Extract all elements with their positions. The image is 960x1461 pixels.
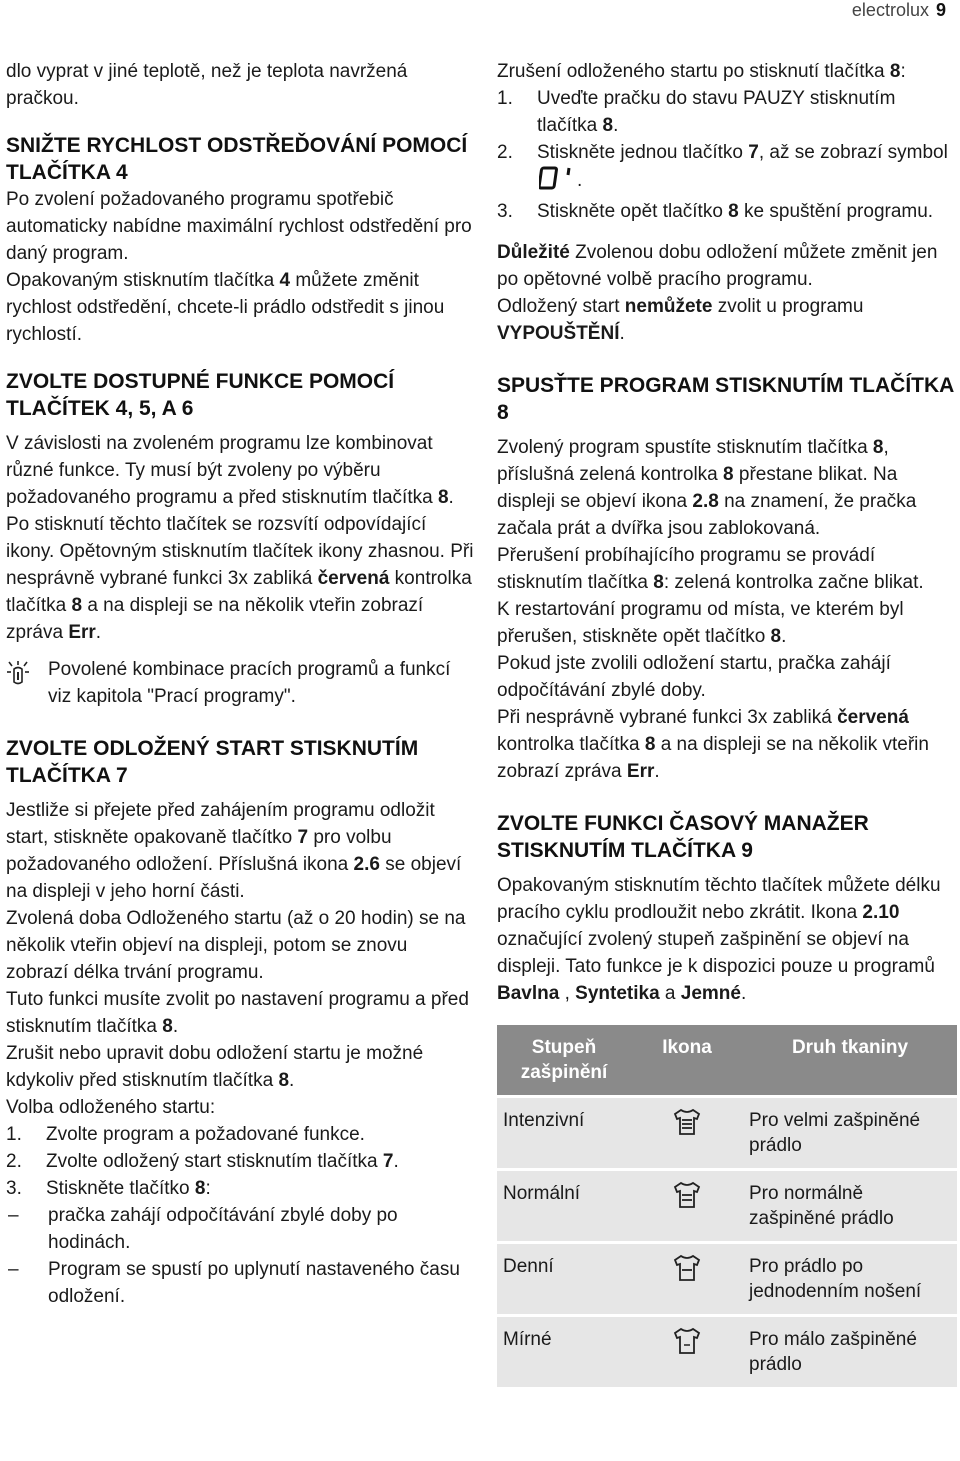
table-row [497, 1168, 957, 1241]
spin-speed-heading: SNIŽTE RYCHLOST ODSTŘEĎOVÁNÍ POMOCÍ TLAČÍTKA 4 [6, 134, 468, 184]
spin-speed-para-2: Opakovaným stisknutím tlačítka 4 můžete změnit rychlost odstředění, chcete-li prádlo odstředit s jinou rychlostí. [6, 270, 445, 345]
intro-text: dlo vyprat v jiné teplotě, než je teplota navržená pračkou. [6, 61, 408, 109]
soil-level-cell: Mírné [497, 1314, 631, 1387]
table-row [497, 1314, 957, 1387]
display-zero-symbol [539, 166, 575, 198]
delay-para-4: Zrušit nebo upravit dobu odložení startu je možné kdykoliv před stisknutím tlačítka 8. [6, 1043, 424, 1091]
start-para-3: K restartování programu od místa, ve kterém byl přerušen, stiskněte opět tlačítko 8. [497, 599, 904, 647]
list-item: – pračka zahájí odpočítávání zbylé doby po hodinách. [8, 1205, 398, 1253]
list-item: 1. Uveďte pračku do stavu PAUZY stisknutím tlačítka 8. [497, 88, 896, 136]
delay-steps-list [6, 1121, 474, 1202]
list-item: 1. Zvolte program a požadované funkce. [6, 1124, 365, 1145]
start-program-heading: SPUSŤTE PROGRAM STISKNUTÍM TLAČÍTKA 8 [497, 374, 954, 424]
delay-start-heading: ZVOLTE ODLOŽENÝ START STISKNUTÍM TLAČÍTKA 7 [6, 737, 419, 787]
shirt-daily-icon [631, 1241, 743, 1314]
start-para-5: Při nesprávně vybrané funkci 3x zabliká červená kontrolka tlačítka 8 a na displeji se na několik vteřin zobrazí zpráva Err. [497, 707, 929, 782]
spin-speed-para-1: Po zvolení požadovaného programu spotřebič automaticky nabídne maximální rychlost odstředění pro daný program. [6, 189, 472, 264]
delay-para-5: Volba odloženého startu: [6, 1097, 216, 1118]
left-column [6, 58, 474, 1310]
list-item: 2. Stiskněte jednou tlačítko 7, až se zobrazí symbol . [497, 139, 957, 198]
time-manager-heading: ZVOLTE FUNKCI ČASOVÝ MANAŽER STISKNUTÍM TLAČÍTKA 9 [497, 812, 869, 862]
soil-level-cell: Denní [497, 1241, 631, 1314]
delay-para-3: Tuto funkci musíte zvolit po nastavení programu a před stisknutím tlačítka 8. [6, 989, 469, 1037]
fabric-cell: Pro prádlo po jednodenním nošení [743, 1241, 957, 1314]
start-para-2: Přerušení probíhajícího programu se provádí stisknutím tlačítka 8: zelená kontrolka začne blikat. [497, 545, 924, 593]
shirt-heavy-icon [631, 1095, 743, 1168]
page-number: 9 [935, 0, 946, 20]
table-row [497, 1095, 957, 1168]
right-column [497, 58, 957, 1387]
start-para-1: Zvolený program spustíte stisknutím tlačítka 8, příslušná zelená kontrolka 8 přestane blikat. Na displeji se objeví ikona 2.8 na znamení, že pračka začala prát a dvířka jsou zablokovaná. [497, 437, 917, 539]
table-header-row [497, 1025, 957, 1095]
start-para-4: Pokud jste zvolili odložení startu, pračka zahájí odpočítávání zbylé doby. [497, 653, 891, 701]
delay-para-2: Zvolená doba Odloženého startu (až o 20 hodin) se na několik vteřin objeví na displeji, potom se znovu zobrazí délka trvání programu. [6, 908, 466, 983]
cancel-steps-list [497, 85, 957, 225]
functions-heading: ZVOLTE DOSTUPNÉ FUNKCE POMOCÍ TLAČÍTEK 4, 5, A 6 [6, 370, 395, 420]
soil-level-cell: Normální [497, 1168, 631, 1241]
column-header: Ikona [631, 1025, 743, 1095]
info-note [6, 656, 474, 710]
important-note: Důležité Zvolenou dobu odložení můžete změnit jen po opětovné volbě pracího programu. [497, 242, 938, 290]
functions-para-2: Po stisknutí těchto tlačítek se rozsvítí odpovídající ikony. Opětovným stisknutím tlačítek ikony zhasnou. Při nesprávně vybrané funkci 3x zabliká červená kontrolka tlačítka 8 a na displeji se na několik vteřin zobrazí zpráva Err. [6, 514, 474, 643]
delay-para-1: Jestliže si přejete před zahájením programu odložit start, stiskněte opakovaně tlačítko 7 pro volbu požadovaného odložení. Příslušná ikona 2.6 se objeví na displeji v jeho horní části. [6, 800, 462, 902]
fabric-cell: Pro málo zašpiněné prádlo [743, 1314, 957, 1387]
list-item: 3. Stiskněte tlačítko 8: [6, 1178, 211, 1199]
soil-level-cell: Intenzivní [497, 1095, 631, 1168]
page-header [852, 0, 946, 21]
drain-note: Odložený start nemůžete zvolit u programu VYPOUŠTĚNÍ. [497, 296, 864, 344]
note-text: Povolené kombinace pracích programů a funkcí viz kapitola "Prací programy". [48, 659, 451, 707]
list-item: – Program se spustí po uplynutí nastaveného času odložení. [8, 1259, 460, 1307]
list-item: 2. Zvolte odložený start stisknutím tlačítka 7. [6, 1151, 399, 1172]
fabric-cell: Pro normálně zašpiněné prádlo [743, 1168, 957, 1241]
time-manager-para: Opakovaným stisknutím těchto tlačítek můžete délku pracího cyklu prodloužit nebo zkrátit. Ikona 2.10 označující zvolený stupeň zašpinění se objeví na displeji. Tato funkce je k dispozici pouze u programů Bavlna , Syntetika a Jemné. [497, 875, 941, 1004]
delay-substeps-list [6, 1202, 474, 1310]
list-item: 3. Stiskněte opět tlačítko 8 ke spuštění programu. [497, 201, 934, 222]
column-header: Stupeň zašpinění [497, 1025, 631, 1095]
brand-name: electrolux [851, 0, 929, 20]
soil-level-table [497, 1025, 957, 1387]
shirt-light-icon [631, 1314, 743, 1387]
cancel-delay-text: Zrušení odloženého startu po stisknutí tlačítka 8: [497, 61, 906, 82]
table-row [497, 1241, 957, 1314]
fabric-cell: Pro velmi zašpiněné prádlo [743, 1095, 957, 1168]
info-icon [6, 656, 48, 710]
shirt-normal-icon [631, 1168, 743, 1241]
column-header: Druh tkaniny [743, 1025, 957, 1095]
functions-para-1: V závislosti na zvoleném programu lze kombinovat různé funkce. Ty musí být zvoleny po výběru požadovaného programu a před stisknutím tlačítka 8. [6, 433, 454, 508]
